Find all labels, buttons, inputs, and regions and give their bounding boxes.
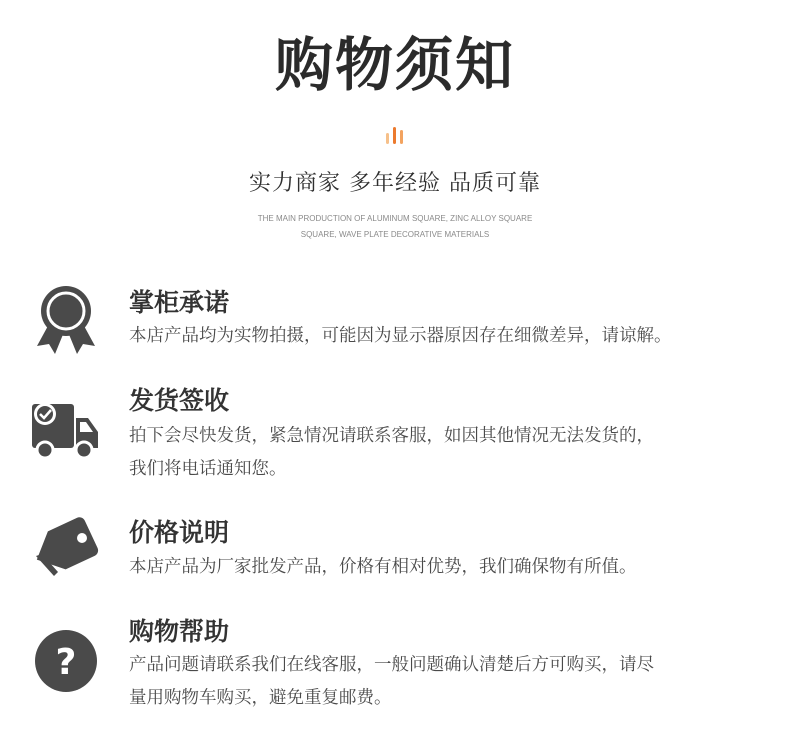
section-text-line: 本店产品均为实物拍摄，可能因为显示器原因存在细微差异，请谅解。 bbox=[129, 326, 672, 346]
section-body bbox=[129, 551, 769, 584]
english-tagline-2: SQUARE, WAVE PLATE DECORATIVE MATERIALS bbox=[300, 230, 490, 239]
section-heading: 发货签收 bbox=[129, 386, 230, 415]
section-heading: 掌柜承诺 bbox=[129, 288, 230, 317]
award-ribbon-icon bbox=[31, 284, 101, 354]
section-body bbox=[129, 420, 769, 486]
section-text-line: 拍下会尽快发货，紧急情况请联系客服，如因其他情况无法发货的， bbox=[129, 426, 654, 446]
section-text-line: 本店产品为厂家批发产品，价格有相对优势，我们确保物有所值。 bbox=[129, 557, 637, 577]
subtitle: 实力商家 多年经验 品质可靠 bbox=[249, 171, 541, 196]
page-title: 购物须知 bbox=[274, 31, 515, 99]
section-text-line: 产品问题请联系我们在线客服，一般问题确认清楚后方可购买，请尽 bbox=[129, 655, 654, 675]
price-tag-icon bbox=[30, 516, 100, 586]
section-body bbox=[129, 320, 769, 353]
svg-text:?: ? bbox=[55, 642, 77, 683]
section-body bbox=[129, 649, 769, 715]
delivery-truck-icon bbox=[30, 396, 100, 466]
section-heading: 购物帮助 bbox=[129, 617, 230, 646]
section-heading: 价格说明 bbox=[129, 518, 230, 547]
question-mark-icon bbox=[32, 626, 102, 696]
section-text-line: 我们将电话通知您。 bbox=[129, 459, 287, 479]
english-tagline-1: THE MAIN PRODUCTION OF ALUMINUM SQUARE, ZINC ALLOY SQUARE bbox=[257, 214, 533, 223]
section-text-line: 量用购物车购买，避免重复邮费。 bbox=[129, 688, 392, 708]
accent-bars-icon bbox=[383, 126, 407, 146]
